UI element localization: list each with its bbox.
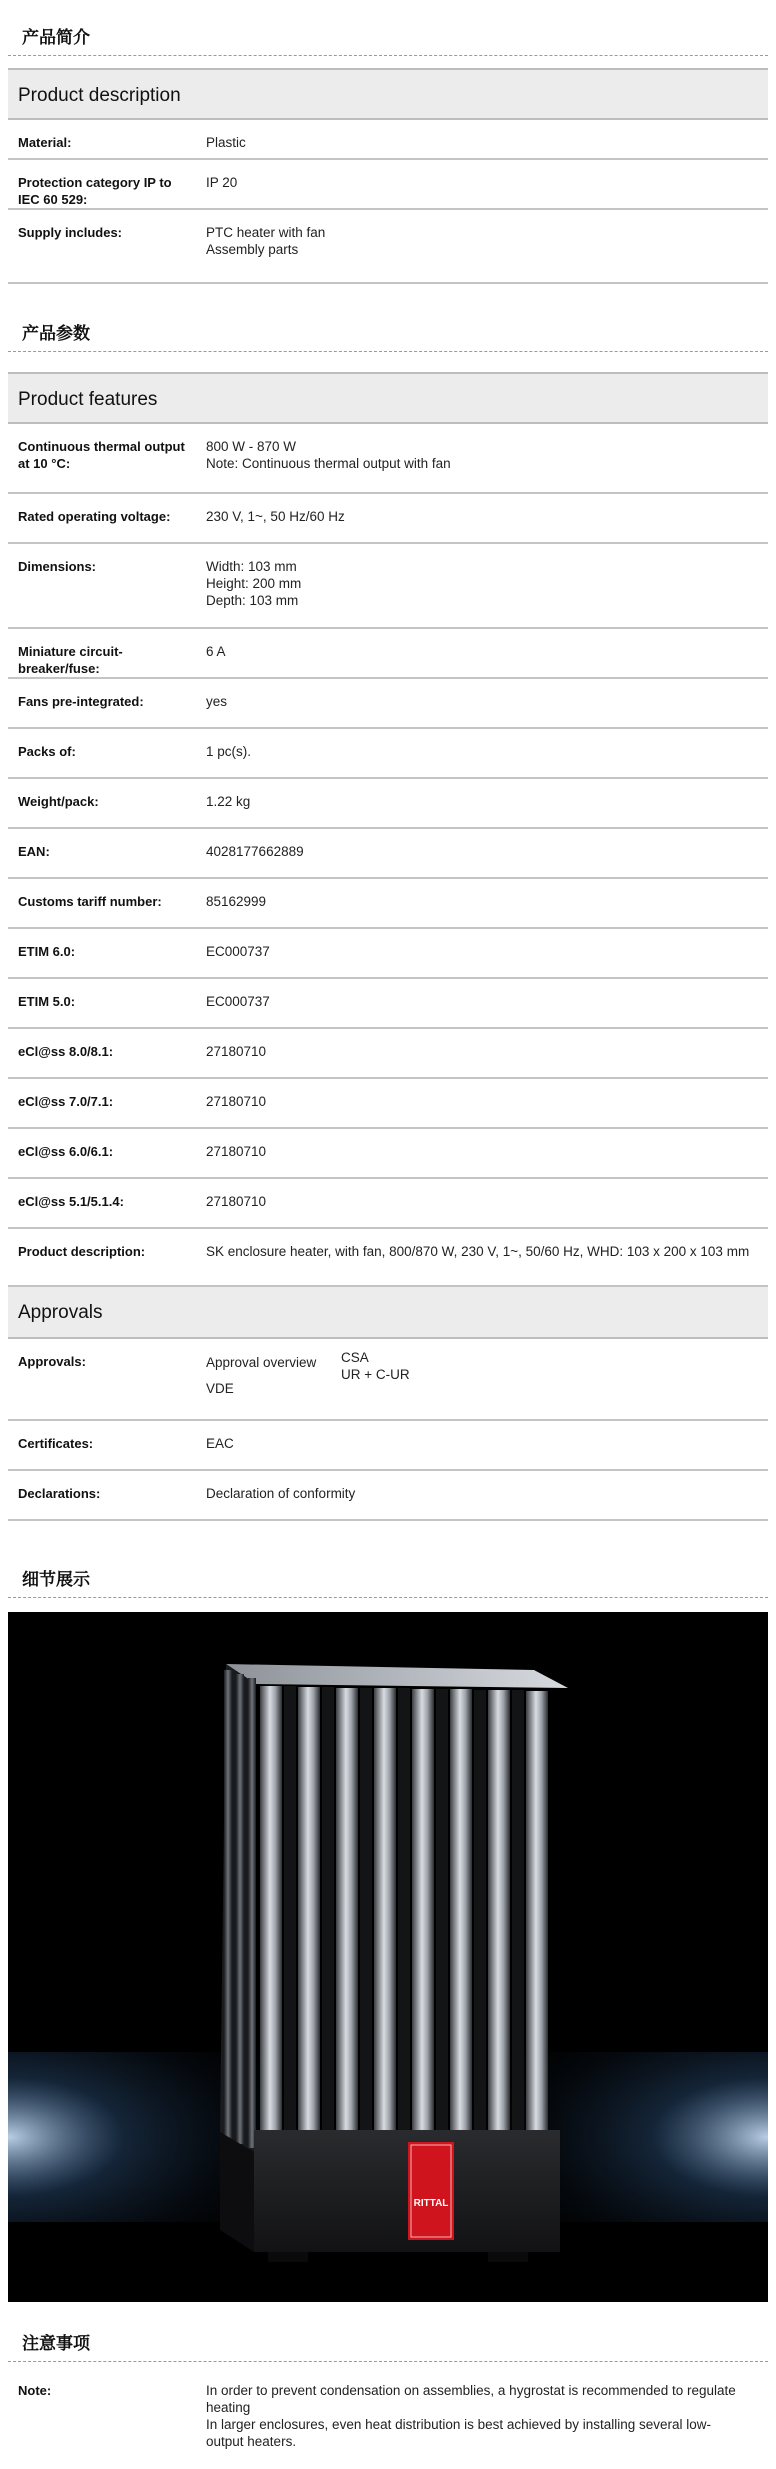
- row-value: EC000737: [206, 944, 270, 959]
- rittal-logo-text: RITTAL: [413, 2198, 449, 2209]
- section-intro-title: 产品简介: [22, 28, 90, 47]
- approval-vde: VDE: [206, 1381, 234, 1396]
- approvals-label: Approvals:: [18, 1354, 86, 1369]
- section-params-title: 产品参数: [22, 324, 90, 343]
- row-label: eCl@ss 6.0/6.1:: [18, 1144, 114, 1159]
- heater-base-side: [220, 2132, 254, 2252]
- table-row: [8, 1179, 768, 1229]
- heater-base: [254, 2130, 560, 2252]
- row-label: Rated operating voltage:: [18, 509, 171, 524]
- section-divider: [8, 2361, 768, 2362]
- row-value: 800 W - 870 W Note: Continuous thermal output with fan: [206, 439, 451, 471]
- note-label: Note:: [18, 2383, 52, 2398]
- table-row: [8, 1079, 768, 1129]
- approval-overview-link[interactable]: Approval overview: [206, 1355, 317, 1370]
- section-notes-title: 注意事项: [22, 2334, 90, 2353]
- row-label: eCl@ss 8.0/8.1:: [18, 1044, 114, 1059]
- row-value: 27180710: [206, 1044, 267, 1059]
- table-row: [8, 424, 768, 494]
- table-row: [8, 679, 768, 729]
- row-label: Continuous thermal output at 10 °C:: [18, 439, 185, 471]
- table-row: [8, 629, 768, 679]
- row-value: 1 pc(s).: [206, 744, 252, 759]
- row-value: yes: [206, 694, 228, 709]
- notes-table: [8, 2368, 768, 2464]
- row-value: 27180710: [206, 1094, 267, 1109]
- section-notes-header: [8, 2318, 768, 2362]
- row-label: Product description:: [18, 1244, 146, 1259]
- row-value: Plastic: [206, 135, 246, 150]
- note-value: In order to prevent condensation on assemblies, a hygrostat is recommended to regulate heating In larger enclosures, even heat distribution is best achieved by installing several low-output heaters.: [206, 2383, 736, 2449]
- row-value: 27180710: [206, 1144, 267, 1159]
- table-row: [8, 779, 768, 829]
- row-label: Material:: [18, 135, 72, 150]
- certificates-value: EAC: [206, 1436, 234, 1451]
- row-value: Width: 103 mm Height: 200 mm Depth: 103 mm: [206, 559, 302, 608]
- table-row: [8, 120, 768, 160]
- heater-illustration: [8, 1612, 768, 2302]
- certificates-row: [8, 1421, 768, 1471]
- row-value: IP 20: [206, 175, 238, 190]
- row-label: Fans pre-integrated:: [18, 694, 144, 709]
- table-row: [8, 494, 768, 544]
- row-value: 6 A: [206, 644, 226, 659]
- row-value: 4028177662889: [206, 844, 304, 859]
- row-label: ETIM 6.0:: [18, 944, 76, 959]
- row-value: PTC heater with fan Assembly parts: [206, 225, 326, 257]
- row-value: 230 V, 1~, 50 Hz/60 Hz: [206, 509, 345, 524]
- section-intro-header: [8, 12, 768, 56]
- table-title: Product description: [18, 85, 181, 106]
- heater-foot: [268, 2252, 308, 2262]
- rittal-logo-badge: [408, 2142, 454, 2240]
- approval-csa: CSA UR + C-UR: [341, 1350, 410, 1382]
- table-title-bar: [8, 372, 768, 424]
- product-photo: [8, 1612, 768, 2302]
- approvals-row: [8, 1339, 768, 1421]
- table-row: [8, 1229, 768, 1287]
- table-row: [8, 544, 768, 629]
- heater-front-fins: [260, 1686, 548, 2138]
- table-row: [8, 729, 768, 779]
- heater-left-fins: [224, 1670, 256, 2148]
- product-description-table: [8, 68, 768, 284]
- table-row: [8, 1029, 768, 1079]
- heater-top: [226, 1664, 568, 1688]
- section-divider: [8, 351, 768, 352]
- declarations-label: Declarations:: [18, 1486, 101, 1501]
- row-value: 85162999: [206, 894, 267, 909]
- table-row: [8, 210, 768, 284]
- section-details-title: 细节展示: [22, 1570, 90, 1589]
- table-row: [8, 829, 768, 879]
- table-row: [8, 1129, 768, 1179]
- certificates-label: Certificates:: [18, 1436, 94, 1451]
- row-label: EAN:: [18, 844, 50, 859]
- row-label: Weight/pack:: [18, 794, 99, 809]
- approvals-title: Approvals: [18, 1302, 103, 1323]
- approvals-title-bar: [8, 1287, 768, 1339]
- table-title-bar: [8, 68, 768, 120]
- row-value: EC000737: [206, 994, 270, 1009]
- table-row: [8, 160, 768, 210]
- table-row: [8, 979, 768, 1029]
- section-divider: [8, 55, 768, 56]
- row-label: Packs of:: [18, 744, 76, 759]
- row-label: eCl@ss 7.0/7.1:: [18, 1094, 114, 1109]
- row-label: eCl@ss 5.1/5.1.4:: [18, 1194, 124, 1209]
- row-label: Dimensions:: [18, 559, 97, 574]
- declarations-value[interactable]: Declaration of conformity: [206, 1486, 356, 1501]
- product-features-table: [8, 372, 768, 1521]
- table-row: [8, 879, 768, 929]
- row-label: ETIM 5.0:: [18, 994, 76, 1009]
- row-label: Protection category IP to IEC 60 529:: [18, 175, 172, 207]
- table-title: Product features: [18, 389, 158, 410]
- row-value: SK enclosure heater, with fan, 800/870 W, 230 V, 1~, 50/60 Hz, WHD: 103 x 200 x 103 mm: [206, 1244, 750, 1259]
- declarations-row: [8, 1471, 768, 1521]
- row-value: 1.22 kg: [206, 794, 251, 809]
- row-label: Supply includes:: [18, 225, 123, 240]
- table-row: [8, 929, 768, 979]
- section-params-header: [8, 308, 768, 352]
- heater-foot: [488, 2252, 528, 2262]
- section-divider: [8, 1597, 768, 1598]
- note-row: [8, 2368, 768, 2464]
- row-label: Customs tariff number:: [18, 894, 162, 909]
- row-value: 27180710: [206, 1194, 267, 1209]
- row-label: Miniature circuit-breaker/fuse:: [18, 644, 123, 676]
- section-details-header: [8, 1554, 768, 1598]
